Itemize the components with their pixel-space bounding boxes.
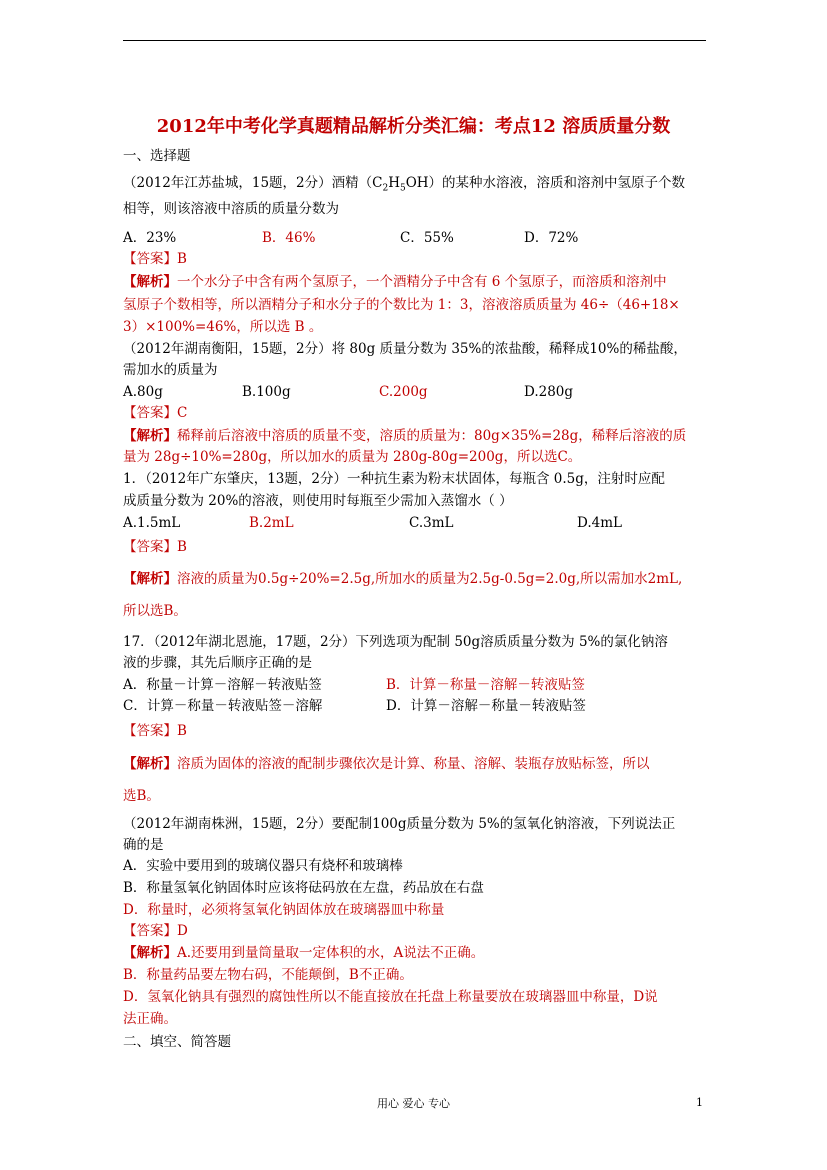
question-5-explanation: 【解析】A.还要用到量筒量取一定体积的水，A说法不正确。 <box>123 945 485 961</box>
question-1-option-d: D．72% <box>524 230 579 246</box>
question-5-stem: （2012年湖南株洲，15题，2分）要配制100g质量分数为 5%的氢氧化钠溶液，下列说法正 <box>123 816 676 832</box>
question-4-answer: 【答案】B <box>123 723 187 739</box>
question-2-option-a: A.80g <box>123 384 163 400</box>
question-4-stem-cont: 液的步骤，其先后顺序正确的是 <box>123 655 312 671</box>
question-3-explanation: 【解析】溶液的质量为0.5g÷20%=2.5g,所加水的质量为2.5g-0.5g=2.0g,所以需加水2mL, <box>123 571 683 587</box>
question-3-option-b: B.2mL <box>249 515 294 531</box>
question-3-option-c: C.3mL <box>409 515 454 531</box>
question-1-option-c: C．55% <box>400 230 454 246</box>
question-5-explanation: B．称量药品要左物右码，不能颠倒，B不正确。 <box>123 967 413 983</box>
question-1-stem: （2012年江苏盐城，15题，2分）酒精$(C_2H_5OH)$的某种水溶液，溶质和溶剂中氢原子个数 <box>123 175 686 194</box>
question-2-option-c: C.200g <box>379 384 428 400</box>
question-1-explanation: 3）×100%=46%，所以选 B 。 <box>123 319 323 335</box>
question-2-stem: （2012年湖南衡阳，15题，2分）将 80g 质量分数为 35%的浓盐酸，稀释成10%的稀盐酸， <box>123 341 687 357</box>
question-5-explanation: D．氢氧化钠具有强烈的腐蚀性所以不能直接放在托盘上称量要放在玻璃器皿中称量，D说 <box>123 989 658 1005</box>
page-title: 2012年中考化学真题精品解析分类汇编：考点12 溶质质量分数 <box>156 116 671 137</box>
question-4-option-b: B．计算－称量－溶解－转液贴签 <box>386 677 585 693</box>
question-5-explanation: 法正确。 <box>123 1011 177 1027</box>
question-4-stem: 17．（2012年湖北恩施，17题，2分）下列选项为配制 50g溶质质量分数为 5%的氯化钠溶 <box>123 634 668 650</box>
question-2-option-b: B.100g <box>242 384 291 400</box>
question-4-explanation: 选B。 <box>123 788 160 804</box>
question-1-answer: 【答案】B <box>123 251 187 267</box>
question-3-option-d: D.4mL <box>577 515 622 531</box>
page-number: 1 <box>696 1096 703 1109</box>
question-3-stem: 1．（2012年广东肇庆，13题，2分）一种抗生素为粉末状固体，每瓶含 0.5g，注射时应配 <box>123 471 665 487</box>
section-heading: 二、填空、简答题 <box>123 1034 231 1050</box>
question-5-answer: 【答案】D <box>123 923 188 939</box>
question-1-explanation: 氢原子个数相等，所以酒精分子和水分子的个数比为 1：3，溶液溶质质量为 46÷（46+18× <box>123 297 680 313</box>
section-heading: 一、选择题 <box>123 148 191 164</box>
page-footer: 用心 爱心 专心 <box>377 1097 450 1110</box>
question-2-explanation: 量为 28g÷10%=280g，所以加水的质量为 280g-80g=200g，所以选C。 <box>123 449 582 465</box>
question-2-explanation: 【解析】稀释前后溶液中溶质的质量不变，溶质的质量为：80g×35%=28g，稀释后溶液的质 <box>123 428 687 444</box>
question-4-explanation: 【解析】溶质为固体的溶液的配制步骤依次是计算、称量、溶解、装瓶存放贴标签，所以 <box>123 756 650 772</box>
question-3-stem-cont: 成质量分数为 20%的溶液，则使用时每瓶至少需加入蒸馏水（ ） <box>123 493 513 509</box>
question-2-option-d: D.280g <box>524 384 574 400</box>
question-3-option-a: A.1.5mL <box>123 515 181 531</box>
question-4-option-c: C．计算－称量－转液贴签－溶解 <box>123 698 323 714</box>
question-1-option-a: A．23% <box>123 230 177 246</box>
question-2-stem-cont: 需加水的质量为 <box>123 362 218 378</box>
question-2-answer: 【答案】C <box>123 405 188 421</box>
question-4-option-d: D．计算－溶解－称量－转液贴签 <box>386 698 586 714</box>
question-5-option-a: A．实验中要用到的玻璃仪器只有烧杯和玻璃棒 <box>123 858 403 874</box>
header-rule <box>123 40 706 41</box>
question-3-answer: 【答案】B <box>123 539 187 555</box>
question-1-stem-cont: 相等，则该溶液中溶质的质量分数为 <box>123 201 339 217</box>
question-5-stem-cont: 确的是 <box>123 837 164 853</box>
question-1-explanation: 【解析】一个水分子中含有两个氢原子，一个酒精分子中含有 6 个氢原子，而溶质和溶剂中 <box>123 274 667 290</box>
question-3-explanation: 所以选B。 <box>123 603 187 619</box>
question-4-option-a: A．称量－计算－溶解－转液贴签 <box>123 677 322 693</box>
question-1-option-b: B．46% <box>262 230 316 246</box>
question-5-option-d: D．称量时，必须将氢氧化钠固体放在玻璃器皿中称量 <box>123 902 445 918</box>
question-5-option-b: B．称量氢氧化钠固体时应该将砝码放在左盘，药品放在右盘 <box>123 880 484 896</box>
